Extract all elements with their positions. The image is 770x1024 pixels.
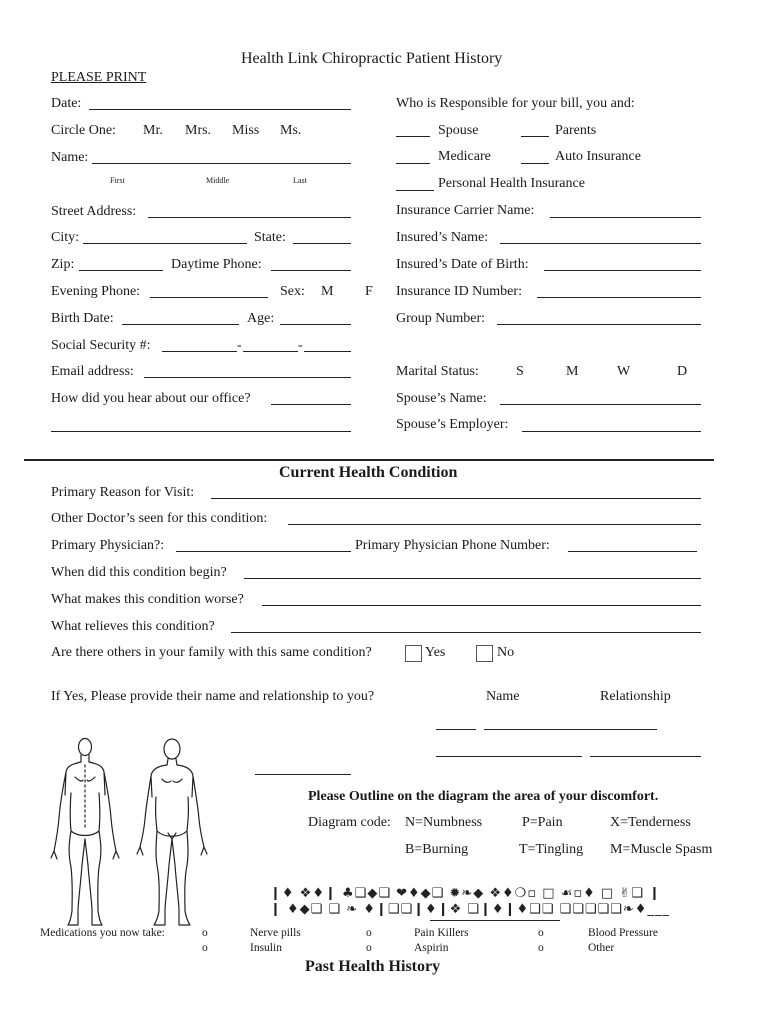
responsible-label: Who is Responsible for your bill, you and:: [396, 96, 635, 111]
spouse-employer-field[interactable]: [522, 431, 701, 432]
spouse-blank[interactable]: [396, 136, 430, 137]
group-number-field[interactable]: [497, 324, 701, 325]
please-print-note: PLEASE PRINT: [51, 70, 147, 85]
evening-phone-label: Evening Phone:: [51, 284, 141, 299]
name-field[interactable]: [92, 163, 351, 164]
name-middle-caption: Middle: [206, 176, 230, 185]
spouse-employer-label: Spouse’s Employer:: [396, 417, 509, 432]
spouse-name-field[interactable]: [500, 404, 701, 405]
condition-worse-field[interactable]: [262, 605, 701, 606]
medicare-blank[interactable]: [396, 163, 430, 164]
condition-relieves-label: What relieves this condition?: [51, 619, 215, 634]
sex-option-m[interactable]: M: [321, 284, 334, 299]
family-name-field-1[interactable]: [436, 729, 476, 730]
title-option-miss[interactable]: Miss: [232, 123, 260, 138]
family-extra-field[interactable]: [255, 774, 351, 775]
med-insulin: Insulin: [250, 942, 282, 954]
medicare-option: Medicare: [438, 149, 491, 164]
group-number-label: Group Number:: [396, 311, 486, 326]
insured-dob-field[interactable]: [544, 270, 701, 271]
med-bullet[interactable]: o: [538, 927, 544, 939]
referral-field[interactable]: [271, 404, 351, 405]
primary-physician-label: Primary Physician?:: [51, 538, 165, 553]
parents-option: Parents: [555, 123, 597, 138]
med-bullet[interactable]: o: [366, 942, 372, 954]
marital-option-w[interactable]: W: [617, 364, 631, 379]
code-muscle-spasm: M=Muscle Spasm: [610, 842, 713, 857]
title-option-mrs[interactable]: Mrs.: [185, 123, 212, 138]
insured-dob-label: Insured’s Date of Birth:: [396, 257, 529, 272]
condition-worse-label: What makes this condition worse?: [51, 592, 244, 607]
ssn-field-part2[interactable]: [243, 351, 298, 352]
body-front-view: [137, 739, 207, 925]
title-option-ms[interactable]: Ms.: [280, 123, 302, 138]
past-health-heading: Past Health History: [305, 958, 441, 975]
spouse-option: Spouse: [438, 123, 479, 138]
marital-status-label: Marital Status:: [396, 364, 479, 379]
garbled-text-line-2: ❙ ♦◆❏ ❑ ❧ ♦❙❑❏❙♦❙❖ ❑❙♦❙♦❑❏ ❏❏❏❏❏❧♦___: [270, 902, 670, 917]
family-yes-label: Yes: [425, 645, 446, 660]
family-relationship-field-2[interactable]: [590, 756, 701, 757]
insurance-id-field[interactable]: [537, 297, 701, 298]
date-field[interactable]: [89, 109, 351, 110]
current-health-heading: Current Health Condition: [279, 464, 458, 481]
body-diagram[interactable]: [38, 735, 228, 930]
primary-physician-field[interactable]: [176, 551, 351, 552]
name-last-caption: Last: [293, 176, 307, 185]
marital-option-d[interactable]: D: [677, 364, 688, 379]
daytime-phone-label: Daytime Phone:: [171, 257, 262, 272]
other-doctor-label: Other Doctor’s seen for this condition:: [51, 511, 268, 526]
if-yes-label: If Yes, Please provide their name and relationship to you?: [51, 689, 375, 704]
daytime-phone-field[interactable]: [271, 270, 351, 271]
referral-label: How did you hear about our office?: [51, 391, 251, 406]
body-back-view: [51, 739, 119, 926]
circle-one-label: Circle One:: [51, 123, 116, 138]
relationship-column-header: Relationship: [600, 689, 671, 704]
name-column-header: Name: [486, 689, 520, 704]
street-label: Street Address:: [51, 204, 137, 219]
state-label: State:: [254, 230, 286, 245]
personal-insurance-blank[interactable]: [396, 190, 434, 191]
street-field[interactable]: [148, 217, 351, 218]
state-field[interactable]: [293, 243, 351, 244]
email-label: Email address:: [51, 364, 134, 379]
code-pain: P=Pain: [522, 815, 563, 830]
family-no-checkbox[interactable]: [476, 645, 493, 662]
primary-reason-label: Primary Reason for Visit:: [51, 485, 195, 500]
med-nerve-pills: Nerve pills: [250, 927, 301, 939]
med-bullet[interactable]: o: [202, 942, 208, 954]
code-numbness: N=Numbness: [405, 815, 483, 830]
med-bullet[interactable]: o: [366, 927, 372, 939]
ssn-field-part1[interactable]: [162, 351, 237, 352]
med-other: Other: [588, 942, 615, 954]
ssn-label: Social Security #:: [51, 338, 151, 353]
name-label: Name:: [51, 150, 89, 165]
family-condition-label: Are there others in your family with this same condition?: [51, 645, 372, 660]
other-doctor-field[interactable]: [288, 524, 701, 525]
referral-field-continued[interactable]: [51, 431, 351, 432]
ssn-dash-2: -: [298, 338, 303, 353]
family-yes-checkbox[interactable]: [405, 645, 422, 662]
code-tenderness: X=Tenderness: [610, 815, 691, 830]
med-blood-pressure: Blood Pressure: [588, 927, 658, 939]
carrier-label: Insurance Carrier Name:: [396, 203, 535, 218]
page-title: Health Link Chiropractic Patient History: [241, 50, 503, 67]
diagram-code-label: Diagram code:: [308, 815, 391, 830]
email-field[interactable]: [144, 377, 351, 378]
condition-begin-field[interactable]: [244, 578, 701, 579]
section-divider: [24, 459, 714, 461]
sex-label: Sex:: [280, 284, 305, 299]
insured-name-label: Insured’s Name:: [396, 230, 489, 245]
primary-reason-field[interactable]: [211, 498, 701, 499]
carrier-field[interactable]: [550, 217, 701, 218]
physician-phone-label: Primary Physician Phone Number:: [355, 538, 550, 553]
garbled-underline: [430, 920, 560, 921]
ssn-dash-1: -: [237, 338, 242, 353]
city-label: City:: [51, 230, 80, 245]
physician-phone-field[interactable]: [568, 551, 697, 552]
birth-date-field[interactable]: [122, 324, 239, 325]
title-option-mr[interactable]: Mr.: [143, 123, 163, 138]
diagram-instruction: Please Outline on the diagram the area of your discomfort.: [308, 789, 659, 804]
parents-blank[interactable]: [521, 136, 549, 137]
zip-label: Zip:: [51, 257, 75, 272]
birth-date-label: Birth Date:: [51, 311, 114, 326]
insurance-id-label: Insurance ID Number:: [396, 284, 522, 299]
age-field[interactable]: [280, 324, 351, 325]
family-no-label: No: [497, 645, 515, 660]
name-first-caption: First: [110, 176, 125, 185]
marital-option-m[interactable]: M: [566, 364, 579, 379]
sex-option-f[interactable]: F: [365, 284, 373, 299]
city-field[interactable]: [83, 243, 247, 244]
marital-option-s[interactable]: S: [516, 364, 524, 379]
condition-begin-label: When did this condition begin?: [51, 565, 227, 580]
code-tingling: T=Tingling: [519, 842, 584, 857]
family-name-field-2[interactable]: [436, 756, 582, 757]
med-bullet[interactable]: o: [202, 927, 208, 939]
condition-relieves-field[interactable]: [231, 632, 701, 633]
evening-phone-field[interactable]: [150, 297, 268, 298]
med-pain-killers: Pain Killers: [414, 927, 469, 939]
personal-insurance-option: Personal Health Insurance: [438, 176, 585, 191]
zip-field[interactable]: [79, 270, 163, 271]
medications-label: Medications you now take:: [40, 927, 165, 939]
med-aspirin: Aspirin: [414, 942, 449, 954]
age-label: Age:: [247, 311, 275, 326]
auto-insurance-blank[interactable]: [521, 163, 549, 164]
spouse-name-label: Spouse’s Name:: [396, 391, 487, 406]
ssn-field-part3[interactable]: [304, 351, 351, 352]
med-bullet[interactable]: o: [538, 942, 544, 954]
auto-insurance-option: Auto Insurance: [555, 149, 641, 164]
garbled-text-line-1: ❙♦ ❖♦❙ ♣❑◆❏ ❤♦◆❏ ✹❧◆ ❖♦❍▫ □ ☙▫♦ □ ✌❏ ❙: [270, 886, 661, 901]
code-burning: B=Burning: [405, 842, 469, 857]
date-label: Date:: [51, 96, 82, 111]
family-relationship-field-1[interactable]: [484, 729, 657, 730]
insured-name-field[interactable]: [500, 243, 701, 244]
